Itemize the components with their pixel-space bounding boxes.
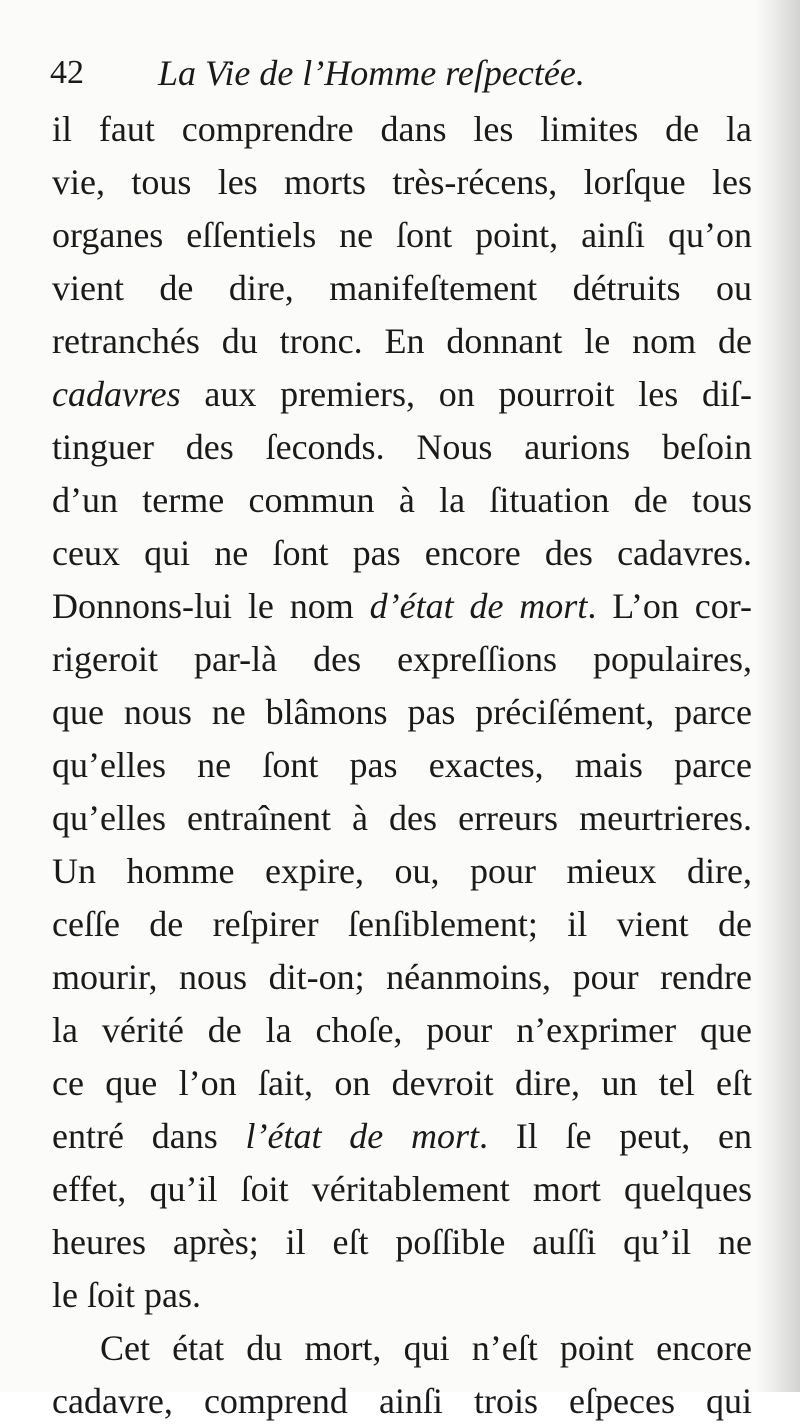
text-line: qu’elles ne ſont pas exactes, mais parce — [52, 745, 752, 785]
text-line: cadavres aux premiers, on pourroit les diſ- — [52, 374, 752, 414]
text-line: d’un terme commun à la ſituation de tous — [52, 480, 752, 520]
text-line: ceux qui ne ſont pas encore des cadavres. — [52, 533, 752, 573]
text-line: le ſoit pas. — [52, 1275, 201, 1315]
text-line: il faut comprendre dans les limites de la — [52, 109, 752, 149]
page-number: 42 — [50, 54, 84, 91]
text-line: vie, tous les morts très-récens, lorſque les — [52, 162, 752, 202]
running-header — [50, 48, 740, 98]
text-line: Donnons-lui le nom d’état de mort. L’on cor- — [52, 586, 752, 626]
text-line: qu’elles entraînent à des erreurs meurtrieres. — [52, 798, 752, 838]
text-line: vient de dire, manifeſtement détruits ou — [52, 268, 752, 308]
text-line: ce que l’on ſait, on devroit dire, un tel eſt — [52, 1063, 752, 1103]
text-line: retranchés du tronc. En donnant le nom de — [52, 321, 752, 361]
text-line: effet, qu’il ſoit véritablement mort quelques — [52, 1169, 752, 1209]
text-line: tinguer des ſeconds. Nous aurions beſoin — [52, 427, 752, 467]
italic-term: cadavres — [52, 374, 181, 414]
text-line: organes eſſentiels ne ſont point, ainſi qu’on — [52, 215, 752, 255]
text-line: ceſſe de reſpirer ſenſiblement; il vient de — [52, 904, 752, 944]
italic-term: l’état de mort — [245, 1116, 479, 1156]
text-line: rigeroit par-là des expreſſions populaires, — [52, 639, 752, 679]
text-line: Un homme expire, ou, pour mieux dire, — [52, 851, 752, 891]
text-line: heures après; il eſt poſſible auſſi qu’il ne — [52, 1222, 752, 1262]
text-line: la vérité de la choſe, pour n’exprimer que — [52, 1010, 752, 1050]
text-line: mourir, nous dit-on; néanmoins, pour rendre — [52, 957, 752, 997]
running-title: La Vie de l’Homme reſpectée. — [158, 53, 585, 93]
italic-term: d’état de mort — [369, 586, 588, 626]
body-text — [52, 103, 752, 1428]
page-edge-shadow — [754, 0, 800, 1392]
text-line: que nous ne blâmons pas préciſément, parce — [52, 692, 752, 732]
paragraph-first-line: Cet état du mort, qui n’eſt point encore — [100, 1328, 752, 1368]
text-line: entré dans l’état de mort. Il ſe peut, en — [52, 1116, 752, 1156]
text-line: cadavre, comprend ainſi trois eſpeces qui — [52, 1381, 752, 1421]
